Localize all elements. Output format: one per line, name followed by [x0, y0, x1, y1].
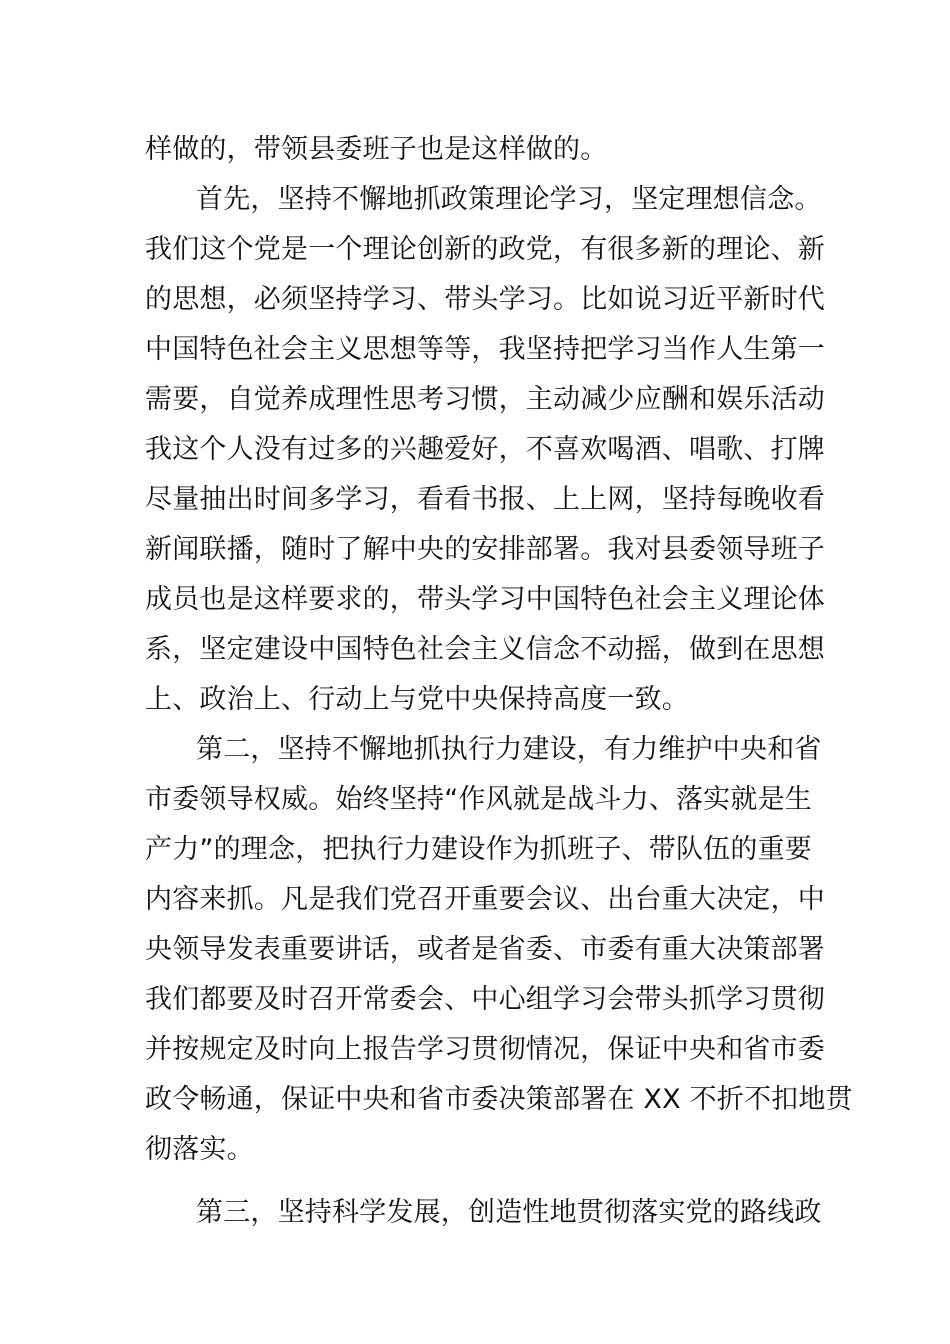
text-line: 尽量抽出时间多学习，看看书报、上上网，坚持每晚收看 — [145, 484, 825, 515]
text-line: 并按规定及时向上报告学习贯彻情况，保证中央和省市委 — [145, 1034, 825, 1065]
paragraph-start-line: 第二，坚持不懈地抓执行力建设，有力维护中央和省 — [196, 734, 822, 765]
text-line: 成员也是这样要求的，带头学习中国特色社会主义理论体 — [145, 584, 825, 615]
text-line: 上、政治上、行动上与党中央保持高度一致。 — [145, 684, 689, 715]
text-line: 我这个人没有过多的兴趣爱好，不喜欢喝酒、唱歌、打牌 — [145, 434, 825, 465]
text-line: 政令畅通，保证中央和省市委决策部署在 XX 不折不扣地贯 — [145, 1084, 853, 1115]
paragraph-start-line: 第三，坚持科学发展，创造性地贯彻落实党的路线政 — [196, 1197, 822, 1228]
text-line: 样做的，带领县委班子也是这样做的。 — [145, 134, 608, 165]
text-line: 央领导发表重要讲话，或者是省委、市委有重大决策部署 — [145, 934, 825, 965]
text-line: 产力”的理念，把执行力建设作为抓班子、带队伍的重要 — [145, 834, 812, 865]
text-line: 系，坚定建设中国特色社会主义信念不动摇，做到在思想 — [145, 634, 825, 665]
text-line: 我们这个党是一个理论创新的政党，有很多新的理论、新 — [145, 234, 825, 265]
text-line: 市委领导权威。始终坚持“作风就是战斗力、落实就是生 — [145, 784, 812, 815]
paragraph-start-line: 首先，坚持不懈地抓政策理论学习，坚定理想信念。 — [196, 184, 822, 215]
text-line: 我们都要及时召开常委会、中心组学习会带头抓学习贯彻 — [145, 984, 825, 1015]
text-line: 内容来抓。凡是我们党召开重要会议、出台重大决定，中 — [145, 884, 825, 915]
text-line: 的思想，必须坚持学习、带头学习。比如说习近平新时代 — [145, 284, 825, 315]
text-line: 中国特色社会主义思想等等，我坚持把学习当作人生第一 — [145, 334, 825, 365]
text-line: 新闻联播，随时了解中央的安排部署。我对县委领导班子 — [145, 534, 825, 565]
text-line: 彻落实。 — [145, 1134, 254, 1165]
text-line: 需要，自觉养成理性思考习惯，主动减少应酬和娱乐活动 — [145, 384, 825, 415]
